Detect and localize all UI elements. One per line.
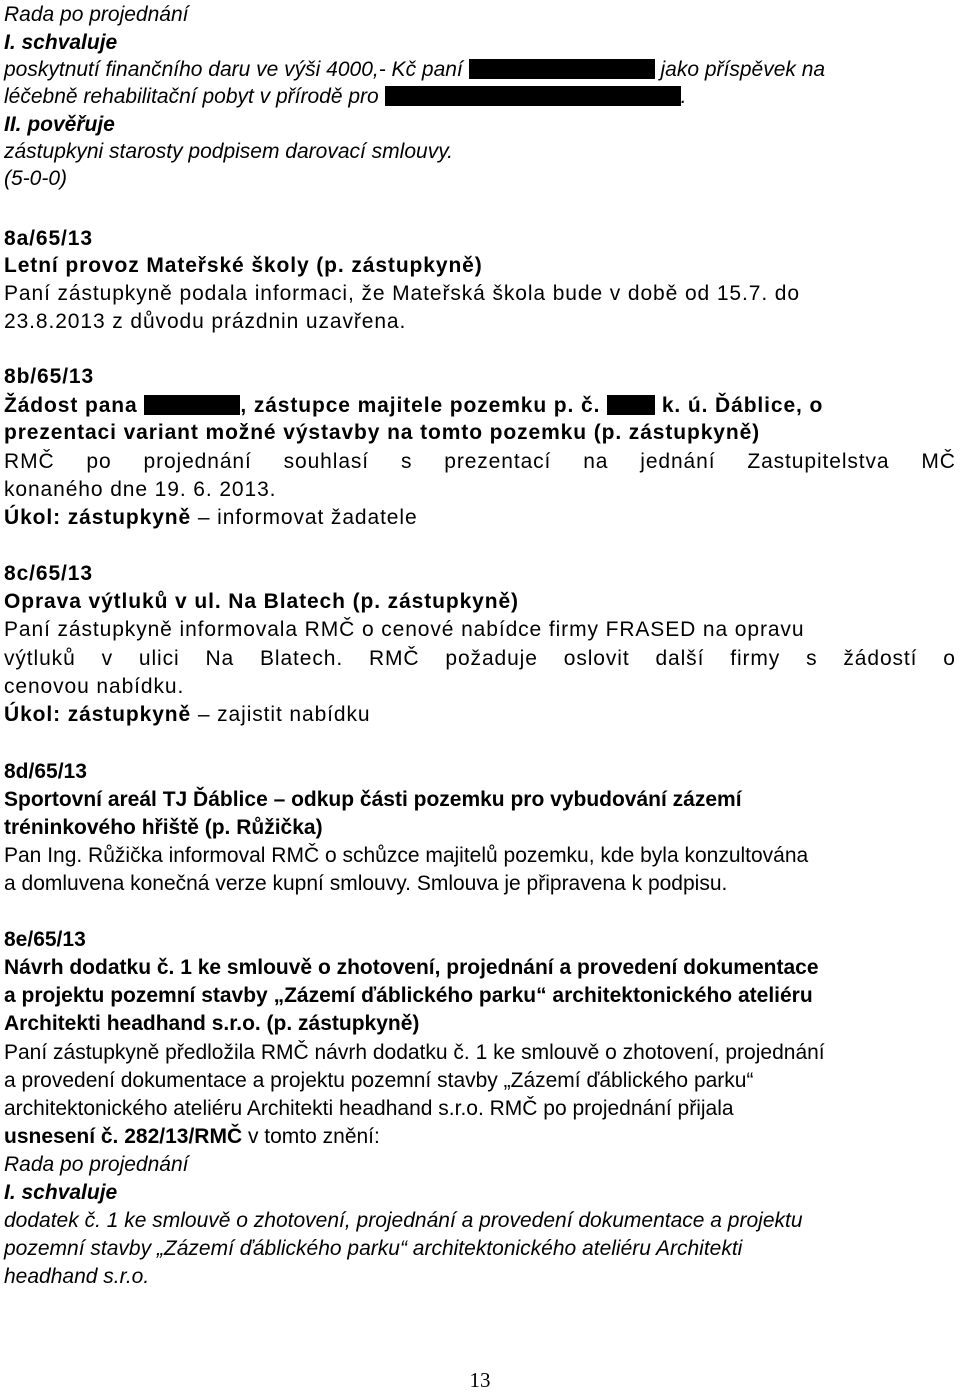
task-label: Úkol: zástupkyně <box>4 703 192 726</box>
item-title <box>4 393 823 419</box>
text-fragment: jako příspěvek na <box>660 58 826 81</box>
word: RMČ <box>4 450 55 473</box>
decision-authorizes-heading: II. pověřuje <box>4 113 115 136</box>
item-number: 8a/65/13 <box>4 227 93 250</box>
redaction-box <box>607 395 655 415</box>
resolution-line <box>4 1124 380 1150</box>
decision-approves-heading: I. schvaluje <box>4 1181 118 1204</box>
item-title: Letní provoz Mateřské školy (p. zástupkyně) <box>4 254 483 277</box>
decision-text-line: dodatek č. 1 ke smlouvě o zhotovení, projednání a provedení dokumentace a projektu <box>4 1209 803 1232</box>
item-number: 8d/65/13 <box>4 760 87 783</box>
item-text-line: cenovou nabídku. <box>4 675 185 698</box>
decision-intro: Rada po projednání <box>4 3 189 26</box>
word: po <box>86 450 112 473</box>
item-title: Návrh dodatku č. 1 ke smlouvě o zhotovení, projednání a provedení dokumentace <box>4 956 819 979</box>
task-label: Úkol: zástupkyně <box>4 506 192 529</box>
text-fragment: v tomto znění: <box>242 1125 380 1148</box>
item-title: tréninkového hřiště (p. Růžička) <box>4 816 323 839</box>
text-fragment: , zástupce majitele pozemku p. č. <box>240 394 601 417</box>
text-fragment: Žádost pana <box>4 394 138 417</box>
word: MČ <box>921 450 956 473</box>
word: jednání <box>640 450 716 473</box>
word: s <box>806 647 818 670</box>
word: prezentací <box>444 450 552 473</box>
word: souhlasí <box>283 450 370 473</box>
text-fragment: . <box>680 85 687 108</box>
item-title: Oprava výtluků v ul. Na Blatech (p. zástupkyně) <box>4 590 519 613</box>
text-fragment: poskytnutí finančního daru ve výši 4000,- Kč paní <box>4 58 463 81</box>
word: projednání <box>143 450 252 473</box>
item-number: 8c/65/13 <box>4 562 93 585</box>
word: firmy <box>730 647 781 670</box>
page-number: 13 <box>469 1368 491 1392</box>
item-text-line: a provedení dokumentace a projektu pozemní stavby „Zázemí ďáblického parku“ <box>4 1069 754 1092</box>
redaction-box <box>385 86 681 106</box>
item-title: prezentaci variant možné výstavby na tomto pozemku (p. zástupkyně) <box>4 421 761 444</box>
word: požaduje <box>445 647 538 670</box>
item-text-line: 23.8.2013 z důvodu prázdnin uzavřena. <box>4 310 407 333</box>
item-text-line: konaného dne 19. 6. 2013. <box>4 478 277 501</box>
decision-text-line: headhand s.r.o. <box>4 1265 150 1288</box>
item-number: 8b/65/13 <box>4 365 95 388</box>
item-text-line: a domluvena konečná verze kupní smlouvy. Smlouva je připravena k podpisu. <box>4 872 728 895</box>
item-number: 8e/65/13 <box>4 928 86 951</box>
vote-result: (5-0-0) <box>4 167 68 190</box>
decision-text-line <box>4 57 825 83</box>
item-text-line: Paní zástupkyně informovala RMČ o cenové nabídce firmy FRASED na opravu <box>4 618 805 641</box>
redaction-box <box>144 395 240 415</box>
item-title: Architekti headhand s.r.o. (p. zástupkyně) <box>4 1012 420 1035</box>
text-fragment: k. ú. Ďáblice, o <box>661 394 824 417</box>
text-fragment: léčebně rehabilitační pobyt v přírodě pro <box>4 85 379 108</box>
word: na <box>583 450 609 473</box>
word: žádostí <box>843 647 918 670</box>
task-line <box>4 702 370 728</box>
decision-intro: Rada po projednání <box>4 1153 189 1176</box>
item-title: a projektu pozemní stavby „Zázemí ďáblického parku“ architektonického ateliéru <box>4 984 813 1007</box>
word: výtluků <box>4 647 76 670</box>
decision-text-line: zástupkyni starosty podpisem darovací smlouvy. <box>4 140 453 163</box>
item-text-line <box>4 449 956 475</box>
item-text-line: Paní zástupkyně předložila RMČ návrh dodatku č. 1 ke smlouvě o zhotovení, projednání <box>4 1041 825 1064</box>
word: o <box>943 647 956 670</box>
item-title: Sportovní areál TJ Ďáblice – odkup části pozemku pro vybudování zázemí <box>4 788 742 811</box>
word: oslovit <box>563 647 630 670</box>
task-line <box>4 505 418 531</box>
item-text-line: Pan Ing. Růžička informoval RMČ o schůzce majitelů pozemku, kde byla konzultována <box>4 844 809 867</box>
word: Zastupitelstva <box>747 450 890 473</box>
word: Blatech. <box>259 647 344 670</box>
word: Na <box>205 647 235 670</box>
word: v <box>101 647 113 670</box>
task-text: – zajistit nabídku <box>191 703 371 726</box>
item-text-line: Paní zástupkyně podala informaci, že Mateřská škola bude v době od 15.7. do <box>4 282 800 305</box>
redaction-box <box>469 59 655 79</box>
item-text-line <box>4 646 956 672</box>
word: ulici <box>138 647 180 670</box>
item-text-line: architektonického ateliéru Architekti headhand s.r.o. RMČ po projednání přijala <box>4 1097 734 1120</box>
decision-text-line <box>4 84 686 110</box>
decision-text-line: pozemní stavby „Zázemí ďáblického parku“ architektonického ateliéru Architekti <box>4 1237 743 1260</box>
task-text: – informovat žadatele <box>191 506 418 529</box>
word: další <box>655 647 705 670</box>
word: RMČ <box>368 647 420 670</box>
word: s <box>400 450 413 473</box>
resolution-number: usnesení č. 282/13/RMČ <box>4 1125 243 1148</box>
decision-approves-heading: I. schvaluje <box>4 31 118 54</box>
